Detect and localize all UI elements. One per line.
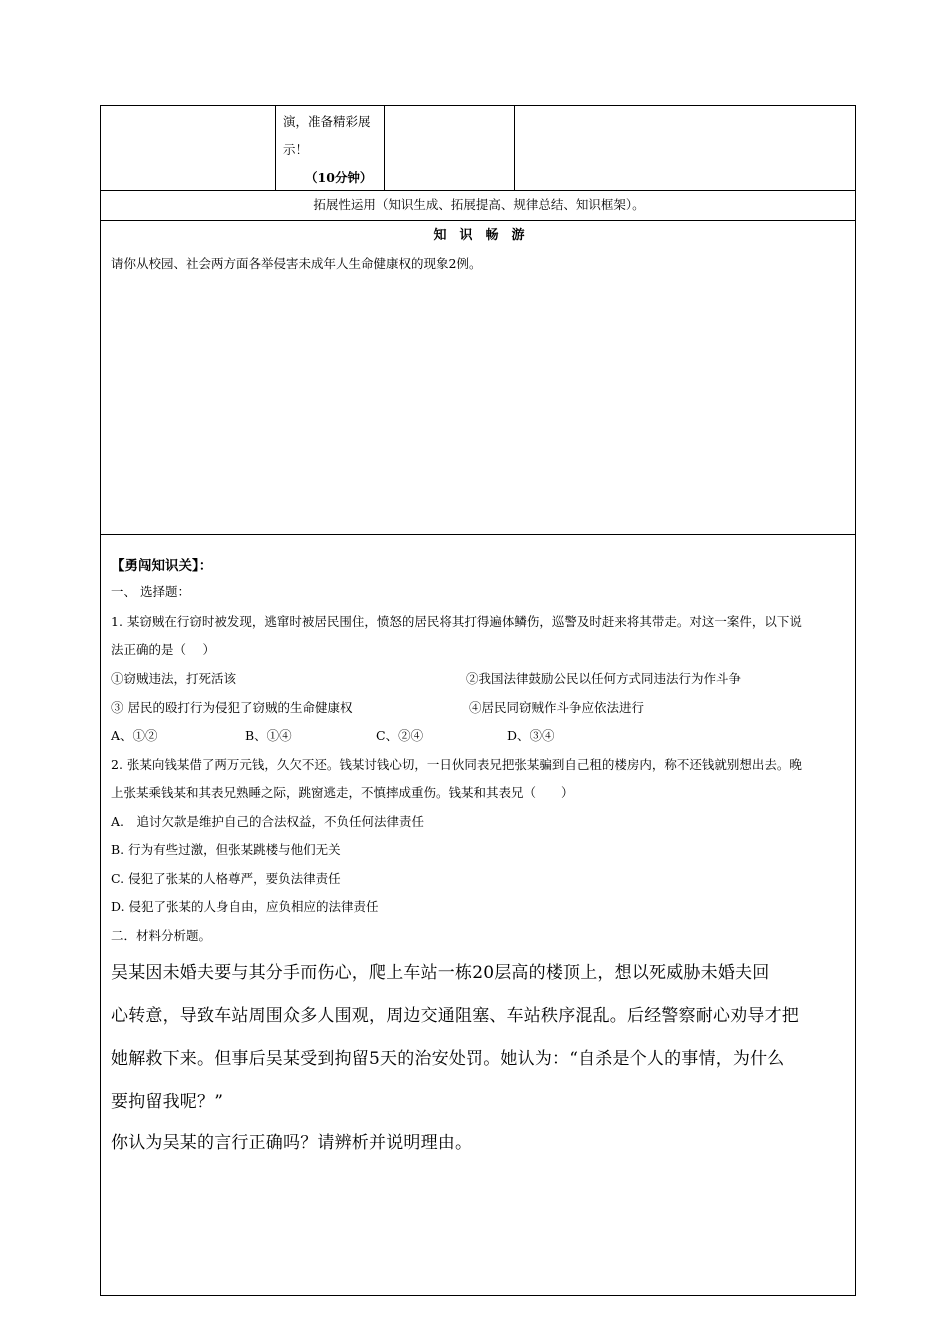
quiz-heading: 【勇闯知识关】： (111, 558, 213, 574)
q1-choice-c: C、②④ (376, 728, 424, 743)
activity-cell (283, 108, 383, 192)
q1-choice-b: B、①④ (245, 728, 292, 743)
material-line-1: 吴某因未婚夫要与其分手而伤心，爬上车站一栋20层高的楼顶上，想以死威胁未婚夫回 (111, 963, 770, 983)
activity-line-1: 演，准备精彩展 (283, 114, 371, 129)
knowledge-title: 知 识 畅 游 (433, 228, 525, 243)
row-divider-1 (101, 190, 855, 191)
column-divider-1 (275, 106, 276, 190)
q2-option-b: B. 行为有些过激，但张某跳楼与他们无关 (111, 842, 341, 857)
activity-line-2: 示！ (283, 142, 309, 157)
extension-label: 拓展性运用（知识生成、拓展提高、规律总结、知识框架）。 (313, 197, 645, 212)
q1-option-4: ④居民同窃贼作斗争应依法进行 (469, 700, 645, 715)
knowledge-prompt: 请你从校园、社会两方面各举侵害未成年人生命健康权的现象2例。 (111, 256, 482, 271)
part2-title: 二．材料分析题。 (111, 928, 212, 943)
row-divider-2 (101, 220, 855, 221)
q2-stem-line1: 2. 张某向钱某借了两万元钱，久欠不还。钱某讨钱心切，一日伙同表兄把张某骗到自己租的楼房内，称不还钱就别想出去。晚 (111, 757, 802, 772)
material-line-2: 心转意，导致车站周围众多人围观，周边交通阻塞、车站秩序混乱。后经警察耐心劝导才把 (111, 1006, 799, 1026)
q1-option-1: ①窃贼违法，打死活该 (111, 671, 237, 686)
q2-option-c: C. 侵犯了张某的人格尊严，要负法律责任 (111, 871, 341, 886)
q1-stem-line1: 1. 某窃贼在行窃时被发现，逃窜时被居民围住，愤怒的居民将其打得遍体鳞伤，巡警及时赶来将其带走。对这一案件，以下说 (111, 614, 802, 629)
q1-choice-a: A、①② (111, 728, 158, 743)
activity-duration: （10分钟） (305, 170, 373, 185)
q1-choice-d: D、③④ (507, 728, 555, 743)
q2-option-a: A. 追讨欠款是维护自己的合法权益，不负任何法律责任 (111, 814, 425, 829)
row-divider-3 (101, 534, 855, 535)
q1-option-2: ②我国法律鼓励公民以任何方式同违法行为作斗争 (466, 671, 742, 686)
q2-stem-line2: 上张某乘钱某和其表兄熟睡之际，跳窗逃走，不慎摔成重伤。钱某和其表兄（ ） (111, 785, 574, 800)
part1-title: 一、 选择题： (111, 584, 190, 599)
column-divider-2 (384, 106, 385, 190)
column-divider-3 (514, 106, 515, 190)
q2-option-d: D. 侵犯了张某的人身自由，应负相应的法律责任 (111, 899, 379, 914)
analysis-question: 你认为吴某的言行正确吗？请辨析并说明理由。 (111, 1133, 473, 1153)
material-line-3: 她解救下来。但事后吴某受到拘留5天的治安处罚。她认为：“自杀是个人的事情，为什么 (111, 1049, 785, 1069)
lesson-table (100, 105, 856, 1296)
q1-stem-line2: 法正确的是（ ） (111, 642, 215, 657)
q1-option-3: ③ 居民的殴打行为侵犯了窃贼的生命健康权 (111, 700, 353, 715)
material-line-4: 要拘留我呢？” (111, 1092, 224, 1112)
